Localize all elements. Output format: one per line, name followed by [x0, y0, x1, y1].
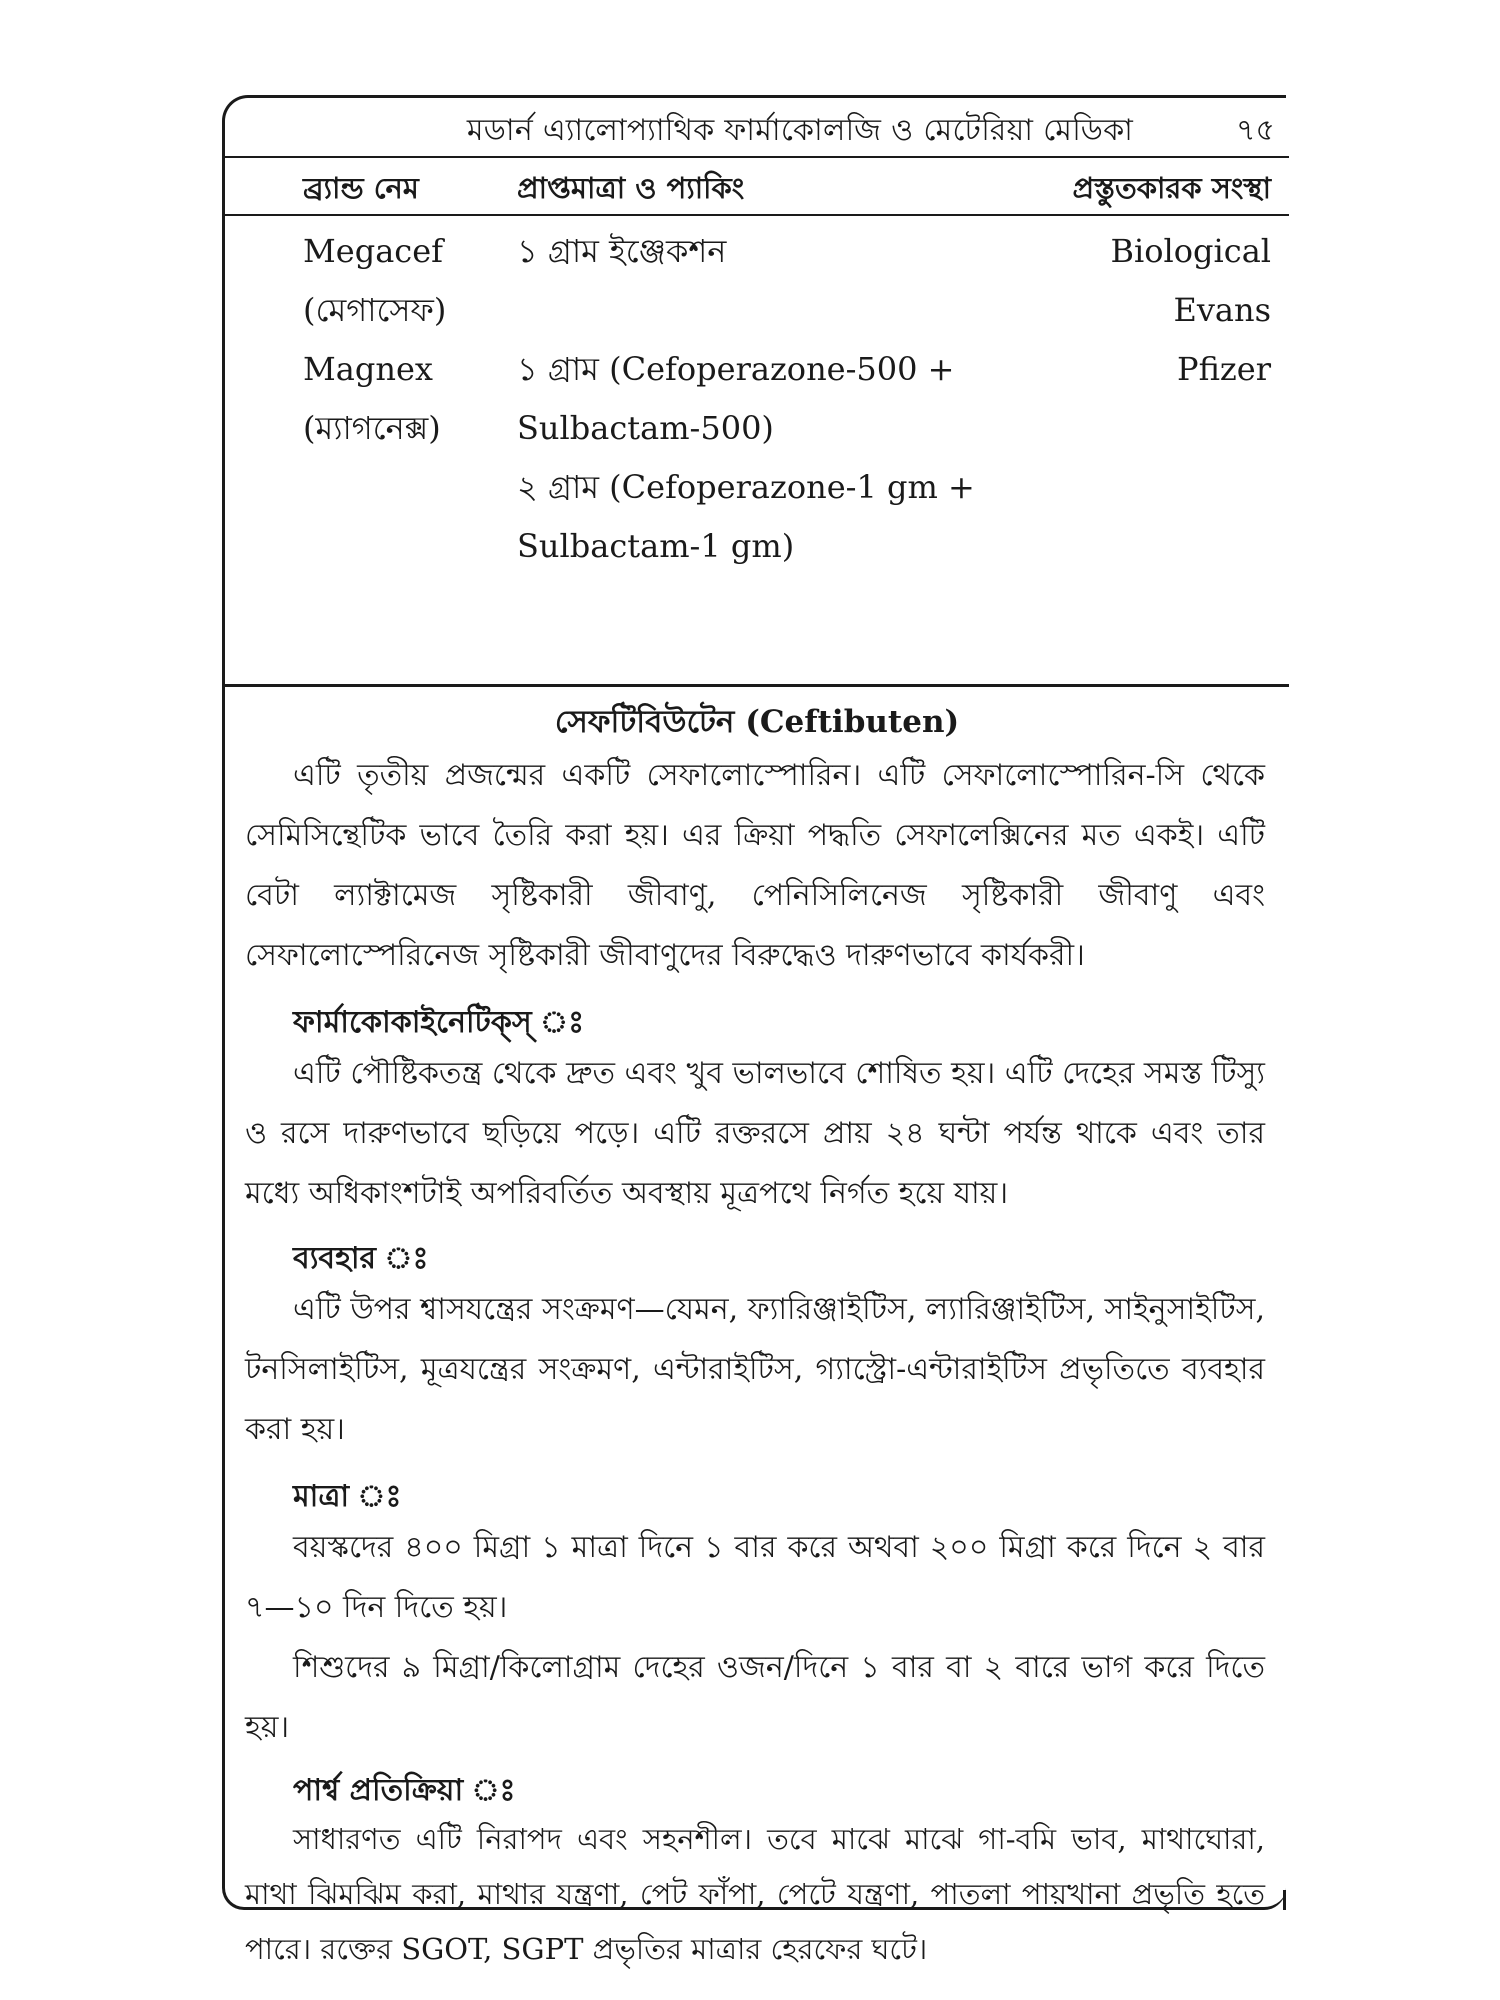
manufacturer: Pfizer — [1177, 350, 1271, 388]
brand-name: Megacef — [303, 232, 443, 270]
dose-heading: মাত্রা ঃ — [293, 1479, 402, 1514]
column-manufacturer: প্রস্তুতকারক সংস্থা — [1072, 171, 1271, 205]
side-effects-heading: পার্শ্ব প্রতিক্রিয়া ঃ — [293, 1773, 516, 1808]
pharmacokinetics-heading: ফার্মাকোকাইনেটিক্স্ ঃ — [293, 1005, 585, 1040]
use-paragraph: এটি উপর শ্বাসযন্ত্রের সংক্রমণ—যেমন, ফ্যারিঞ্জাইটিস, ল্যারিঞ্জাইটিস, সাইনুসাইটিস, টনসিলাইটিস, মূত্রযন্ত্রের সংক্রমণ, এন্টারাইটিস, গ্যাস্ট্রো-এন্টারাইটিস প্রভৃতিতে ব্যবহার করা হয়। — [245, 1292, 1265, 1447]
dose-line: ১ গ্রাম ইঞ্জেকশন — [517, 232, 727, 270]
book-title: মডার্ন এ্যালোপ্যাথিক ফার্মাকোলজি ও মেটেরিয়া মেডিকা — [466, 113, 1134, 148]
running-header — [225, 98, 1289, 158]
frame-edge — [1283, 1890, 1286, 1910]
page-number: ৭৫ — [1236, 113, 1275, 148]
column-strength-packing: প্রাপ্তমাত্রা ও প্যাকিং — [517, 171, 745, 205]
section-title: সেফটিবিউটেন (Ceftibuten) — [554, 704, 960, 740]
dose-line: Sulbactam-500) — [517, 409, 774, 447]
dose-line: Sulbactam-1 gm) — [517, 527, 795, 565]
use-heading: ব্যবহার ঃ — [293, 1241, 429, 1276]
column-brand-name: ব্র্যান্ড নেম — [303, 171, 419, 205]
brand-name-bengali: (ম্যাগনেক্স) — [303, 409, 441, 447]
page-frame — [222, 95, 1286, 1966]
brand-name: Magnex — [303, 350, 433, 388]
dose-child-paragraph: শিশুদের ৯ মিগ্রা/কিলোগ্রাম দেহের ওজন/দিনে ১ বার বা ২ বারে ভাগ করে দিতে হয়। — [245, 1650, 1265, 1745]
pharmacokinetics-paragraph: এটি পৌষ্টিকতন্ত্র থেকে দ্রুত এবং খুব ভালভাবে শোষিত হয়। এটি দেহের সমস্ত টিস্যু ও রসে দারুণভাবে ছড়িয়ে পড়ে। এটি রক্তরসে প্রায় ২৪ ঘন্টা পর্যন্ত থাকে এবং তার মধ্যে অধিকাংশটাই অপরিবর্তিত অবস্থায় মূত্রপথে নির্গত হয়ে যায়। — [245, 1056, 1265, 1211]
manufacturer: Evans — [1173, 291, 1271, 329]
brand-table — [225, 214, 1289, 687]
table-header — [225, 156, 1289, 216]
intro-paragraph: এটি তৃতীয় প্রজন্মের একটি সেফালোস্পোরিন। এটি সেফালোস্পোরিন-সি থেকে সেমিসিন্থেটিক ভাবে তৈরি করা হয়। এর ক্রিয়া পদ্ধতি সেফালেক্সিনের মত একই। এটি বেটা ল্যাক্টামেজ সৃষ্টিকারী জীবাণু, পেনিসিলিনেজ সৃষ্টিকারী জীবাণু এবং সেফালোস্পেরিনেজ সৃষ্টিকারী জীবাণুদের বিরুদ্ধেও দারুণভাবে কার্যকরী। — [245, 758, 1265, 973]
side-effects-paragraph: সাধারণত এটি নিরাপদ এবং সহনশীল। তবে মাঝে মাঝে গা-বমি ভাব, মাথাঘোরা, মাথা ঝিমঝিম করা, মাথার যন্ত্রণা, পেট ফাঁপা, পেটে যন্ত্রণা, পাতলা পায়খানা প্রভৃতি হতে পারে। রক্তের SGOT, SGPT প্রভৃতির মাত্রার হেরফের ঘটে। — [245, 1822, 1265, 1966]
dose-adult-paragraph: বয়স্কদের ৪০০ মিগ্রা ১ মাত্রা দিনে ১ বার করে অথবা ২০০ মিগ্রা করে দিনে ২ বার ৭—১০ দিন দিতে হয়। — [245, 1530, 1265, 1625]
dose-line: ১ গ্রাম (Cefoperazone-500 + — [517, 350, 955, 388]
dose-line: ২ গ্রাম (Cefoperazone-1 gm + — [517, 468, 975, 506]
brand-name-bengali: (মেগাসেফ) — [303, 291, 447, 329]
manufacturer: Biological — [1110, 232, 1271, 270]
